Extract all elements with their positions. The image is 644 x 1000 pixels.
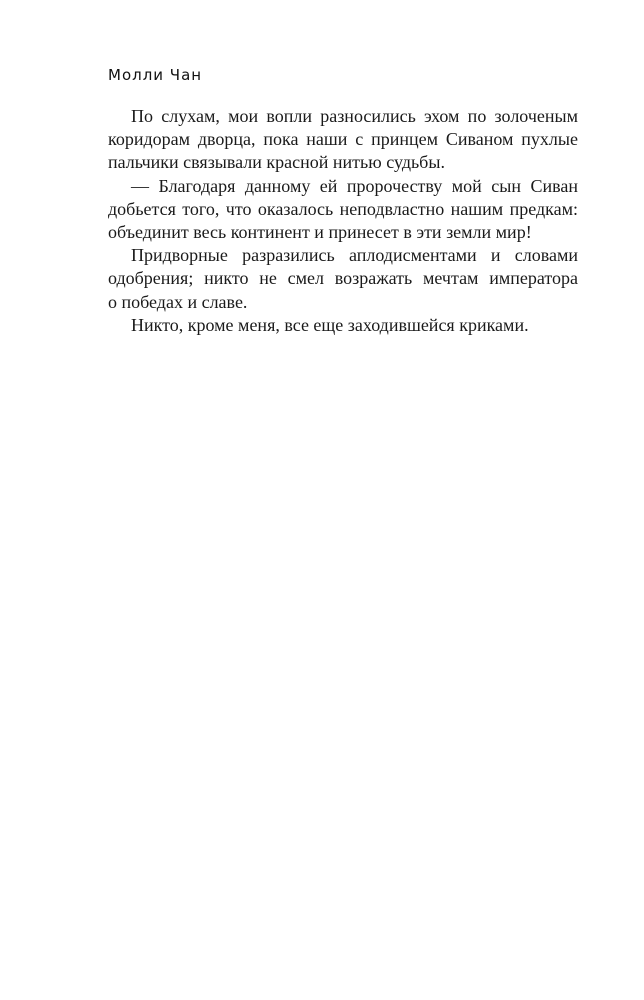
text-line: о победах и славе. <box>108 291 248 312</box>
text-line: добьется того, что оказалось неподвластно нашим предкам: <box>108 198 578 219</box>
text-line: коридорам дворца, пока наши с принцем Сиваном пухлые <box>108 129 578 150</box>
text-line: — Благодаря данному ей пророчеству мой сын Сиван <box>131 175 578 196</box>
text-line: одобрения; никто не смел возражать мечтам императора <box>108 268 578 289</box>
body-text <box>108 105 578 337</box>
paragraph <box>108 175 578 245</box>
text-line: Придворные разразились аплодисментами и словами <box>131 245 578 266</box>
paragraph <box>108 244 578 314</box>
text-line: объединит весь континент и принесет в эти земли мир! <box>108 222 532 243</box>
text-line: пальчики связывали красной нитью судьбы. <box>108 152 445 173</box>
paragraph <box>108 314 578 337</box>
running-header: Молли Чан <box>108 66 203 84</box>
paragraph <box>108 105 578 175</box>
text-line: По слухам, мои вопли разносились эхом по золоченым <box>131 106 578 126</box>
text-line: Никто, кроме меня, все еще заходившейся криками. <box>131 314 529 335</box>
